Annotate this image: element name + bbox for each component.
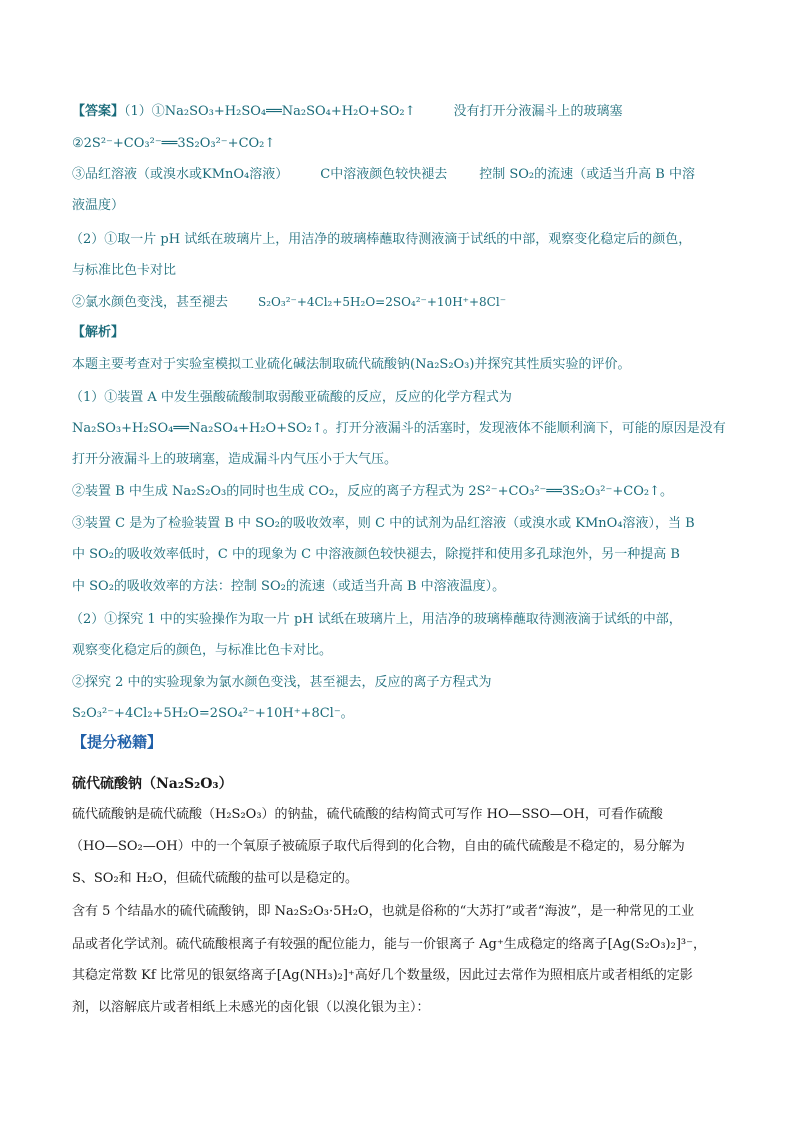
analysis-line-8: 中 SO₂的吸收效率的方法：控制 SO₂的流速（或适当升高 B 中溶液温度）。 <box>72 579 506 594</box>
analysis-line-6: ③装置 C 是为了检验装置 B 中 SO₂的吸收效率，则 C 中的试剂为品红溶液（或溴水或 KMnO₄溶液），当 B <box>72 516 695 531</box>
tips-paragraph-line-3: S、SO₂和 H₂O，但硫代硫酸的盐可以是稳定的。 <box>72 871 359 886</box>
analysis-line-1: 本题主要考查对于实验室模拟工业硫化碱法制取硫代硫酸钠(Na₂S₂O₃)并探究其性质实验的评价。 <box>72 357 631 372</box>
analysis-line-11: ②探究 2 中的实验现象为氯水颜色变浅，甚至褪去，反应的离子方程式为 <box>72 675 492 690</box>
answer-reagent: ③品红溶液（或溴水或KMnO₄溶液） <box>72 167 289 182</box>
answer-line-2: ②2S²⁻+CO₃²⁻══3S₂O₃²⁻+CO₂↑ <box>72 136 276 151</box>
answer-line-3 <box>72 167 695 183</box>
tips-paragraph-line-7: 剂，以溶解底片或者相纸上未感光的卤化银（以溴化银为主）： <box>72 1000 430 1015</box>
analysis-line-12: S₂O₃²⁻+4Cl₂+5H₂O=2SO₄²⁻+10H⁺+8Cl⁻。 <box>72 706 354 721</box>
tips-header: 【提分秘籍】 <box>72 733 163 751</box>
analysis-line-3: Na₂SO₃+H₂SO₄══Na₂SO₄+H₂O+SO₂↑。打开分液漏斗的活塞时，发现液体不能顺利滴下，可能的原因是没有 <box>72 421 726 436</box>
analysis-line-9: （2）①探究 1 中的实验操作为取一片 pH 试纸在玻璃片上，用洁净的玻璃棒蘸取待测液滴于试纸的中部， <box>70 612 682 627</box>
tips-paragraph-line-5: 品或者化学试剂。硫代硫酸根离子有较强的配位能力，能与一价银离子 Ag⁺生成稳定的络离子[Ag(S₂O₃)₂]³⁻， <box>72 937 706 952</box>
analysis-line-4: 打开分液漏斗上的玻璃塞，造成漏斗内气压小于大气压。 <box>72 452 398 467</box>
tips-paragraph-line-6: 其稳定常数 Kf 比常见的银氨络离子[Ag(NH₃)₂]⁺高好几个数量级，因此过去常作为照相底片或者相纸的定影 <box>72 968 693 983</box>
analysis-label: 【解析】 <box>72 325 125 340</box>
answer-method: 控制 SO₂的流速（或适当升高 B 中溶 <box>479 167 695 182</box>
analysis-line-5: ②装置 B 中生成 Na₂S₂O₃的同时也生成 CO₂，反应的离子方程式为 2S²⁻+CO₃²⁻══3S₂O₃²⁻+CO₂↑。 <box>72 484 673 499</box>
analysis-line-10: 观察变化稳定后的颜色，与标准比色卡对比。 <box>72 643 333 658</box>
answer-line-6: 与标准比色卡对比 <box>72 263 177 278</box>
tips-paragraph-line-4: 含有 5 个结晶水的硫代硫酸钠，即 Na₂S₂O₃·5H₂O，也就是俗称的“大苏打”或者“海波”，是一种常见的工业 <box>72 904 695 919</box>
tips-paragraph-line-1: 硫代硫酸钠是硫代硫酸（H₂S₂O₃）的钠盐，硫代硫酸的结构简式可写作 HO—SSO—OH，可看作硫酸 <box>72 807 663 822</box>
tips-paragraph-line-2: （HO—SO₂—OH）中的一个氧原子被硫原子取代后得到的化合物，自由的硫代硫酸是不稳定的，易分解为 <box>70 839 685 854</box>
answer-observation: ②氯水颜色变浅，甚至褪去 <box>72 295 229 310</box>
answer-equation-1: （1）①Na₂SO₃+H₂SO₄══Na₂SO₄+H₂O+SO₂↑ <box>124 104 416 119</box>
answer-label: 【答案】 <box>72 104 125 119</box>
answer-line-7 <box>72 294 506 311</box>
answer-phenomenon: C中溶液颜色较快褪去 <box>320 167 448 182</box>
analysis-line-7: 中 SO₂的吸收效率低时，C 中的现象为 C 中溶液颜色较快褪去，除搅拌和使用多孔球泡外，另一种提高 B <box>72 547 680 562</box>
answer-line-5: （2）①取一片 pH 试纸在玻璃片上，用洁净的玻璃棒蘸取待测液滴于试纸的中部，观察变化稳定后的颜色， <box>70 232 692 247</box>
analysis-line-2: （1）①装置 A 中发生强酸硫酸制取弱酸亚硫酸的反应，反应的化学方程式为 <box>70 390 512 405</box>
answer-line-1 <box>72 104 623 120</box>
tips-title: 硫代硫酸钠（Na₂S₂O₃） <box>72 776 233 792</box>
answer-line-4: 液温度） <box>72 198 125 213</box>
answer-ionic-equation: S₂O₃²⁻+4Cl₂+5H₂O=2SO₄²⁻+10H⁺+8Cl⁻ <box>258 295 507 309</box>
answer-reason-1: 没有打开分液漏斗上的玻璃塞 <box>453 104 623 119</box>
